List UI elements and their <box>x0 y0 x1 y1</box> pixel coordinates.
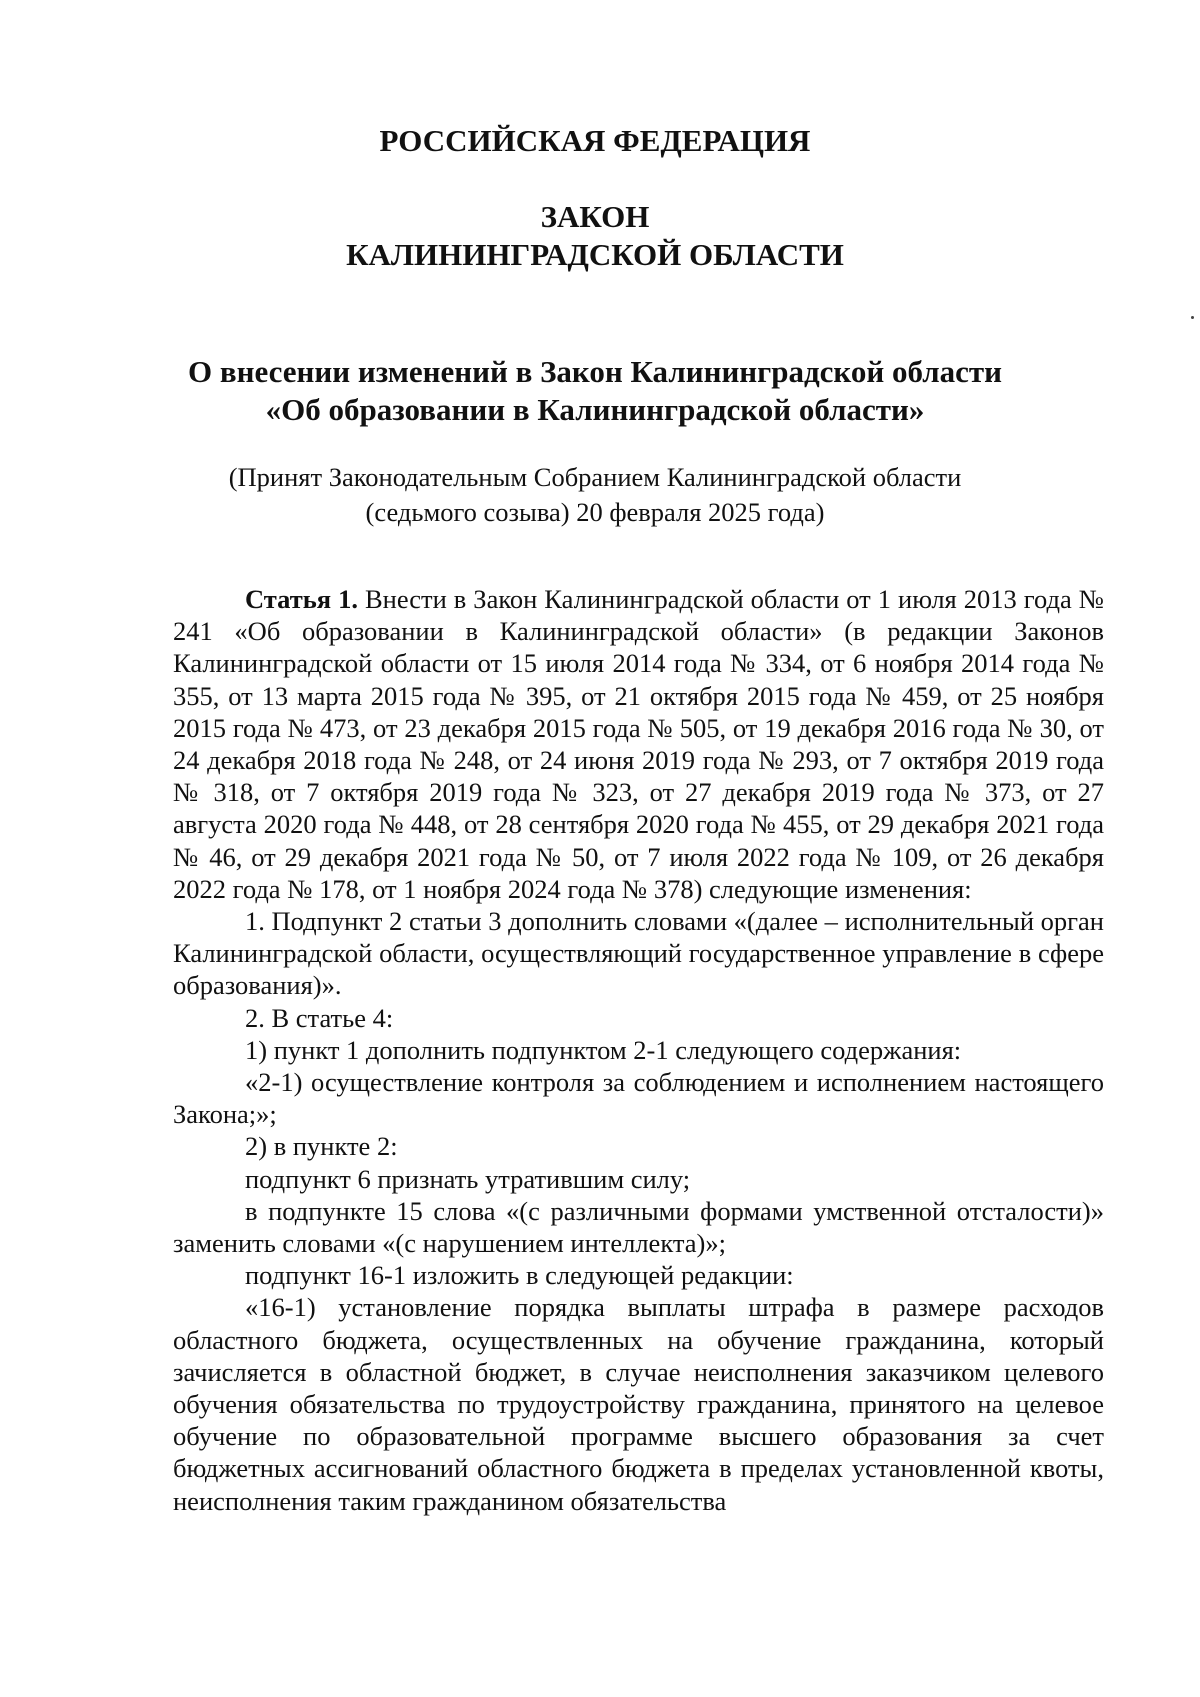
body-paragraph: подпункт 6 признать утратившим силу; <box>245 1163 691 1194</box>
body-paragraph: 2. В статье 4: <box>245 1002 394 1033</box>
body-paragraph: в подпункте 15 слова «(с различными формами умственной отсталости)» заменить словами «(с нарушением интеллекта)»; <box>173 1195 1104 1259</box>
body-paragraph: 2) в пункте 2: <box>245 1131 398 1162</box>
adoption-note <box>0 460 1190 530</box>
law-body <box>173 583 1104 1517</box>
adoption-note-line-2: (седьмого созыва) 20 февраля 2025 года) <box>365 497 825 527</box>
law-title-line-1: ЗАКОН <box>540 199 650 234</box>
adoption-note-line-1: (Принят Законодательным Собранием Калининградской области <box>228 462 962 492</box>
country-name: РОССИЙСКАЯ ФЕДЕРАЦИЯ <box>379 123 811 158</box>
law-title <box>0 198 1190 274</box>
body-paragraph: «2-1) осуществление контроля за соблюдением и исполнением настоящего Закона;»; <box>173 1067 1104 1130</box>
article-1-label: Статья 1. <box>245 584 358 614</box>
law-subject-line-1: О внесении изменений в Закон Калининградской области <box>188 354 1002 389</box>
scan-speck <box>1191 316 1194 319</box>
body-paragraph: «16-1) установление порядка выплаты штрафа в размере расходов областного бюджета, осуществленных на обучение гражданина, который зачисляется в областной бюджет, в случае неисполнения заказчиком целевого обучения обязательства по трудоустройству гражданина, принятого на целевое обучение по образовательной программе высшего образования за счет бюджетных ассигнований областного бюджета в пределах установленной квоты, неисполнения таким гражданином обязательства <box>173 1292 1104 1516</box>
body-paragraph: 1. Подпункт 2 статьи 3 дополнить словами «(далее – исполнительный орган Калининградской области, осуществляющий государственное управление в сфере образования)». <box>173 906 1104 1001</box>
country-heading <box>0 122 1190 160</box>
law-subject <box>0 353 1190 429</box>
body-paragraph: подпункт 16-1 изложить в следующей редакции: <box>245 1260 794 1291</box>
article-1-text: Внести в Закон Калининградской области от 1 июля 2013 года № 241 «Об образовании в Калининградской области» (в редакции Законов Калининградской области от 15 июля 2014 года № 334, от 6 ноября 2014 года № 355, от 13 марта 2015 года № 395, от 21 октября 2015 года № 459, от 25 ноября 2015 года № 473, от 23 декабря 2015 года № 505, от 19 декабря 2016 года № 30, от 24 декабря 2018 года № 248, от 24 июня 2019 года № 293, от 7 октября 2019 года № 318, от 7 октября 2019 года № 323, от 27 декабря 2019 года № 373, от 27 августа 2020 года № 448, от 28 сентября 2020 года № 455, от 29 декабря 2021 года № 46, от 29 декабря 2021 года № 50, от 7 июля 2022 года № 109, от 26 декабря 2022 года № 178, от 1 ноября 2024 года № 378) следующие изменения: <box>173 584 1104 904</box>
article-1-paragraph <box>173 583 1104 905</box>
law-subject-line-2: «Об образовании в Калининградской области» <box>265 392 925 427</box>
law-title-line-2: КАЛИНИНГРАДСКОЙ ОБЛАСТИ <box>346 237 844 272</box>
body-paragraph: 1) пункт 1 дополнить подпунктом 2-1 следующего содержания: <box>245 1034 962 1065</box>
